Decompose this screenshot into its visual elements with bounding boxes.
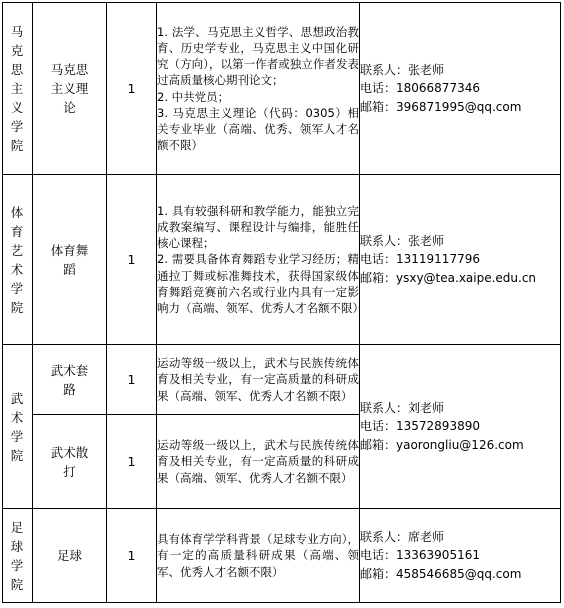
contact-person: 联系人：张老师	[360, 62, 445, 77]
requirements-cell: 1. 具有较强科研和教学能力，能独立完成教案编写、课程设计与编排，能胜任核心课程； 2. 需要具备体育舞蹈专业学习经历；精通拉丁舞或标准舞技术，获得国家级体育舞蹈竞赛前六名或行业内具有一定影响力（高端、领军、优秀人才名额不限）	[157, 175, 360, 345]
contact-cell	[360, 3, 561, 175]
college-cell: 体 育 艺 术 学 院	[3, 175, 33, 345]
college-cell: 武 术 学 院	[3, 345, 33, 509]
table-row	[3, 509, 561, 603]
contact-email: 邮箱：ysxy@tea.xaipe.edu.cn	[360, 270, 537, 285]
contact-person: 联系人：刘老师	[360, 400, 445, 415]
contact-phone: 电话：13572893890	[360, 419, 480, 434]
requirements-cell: 运动等级一级以上，武术与民族传统体育及相关专业，有一定高质量的科研成果（高端、领军、优秀人才名额不限）	[157, 415, 360, 509]
major-cell: 马克思 主义理 论	[33, 3, 107, 175]
contact-person: 联系人：席老师	[360, 529, 445, 544]
table-row	[3, 175, 561, 345]
headcount-cell: 1	[107, 3, 157, 175]
table-row	[3, 345, 561, 415]
requirements-cell: 运动等级一级以上，武术与民族传统体育及相关专业，有一定高质量的科研成果（高端、领军、优秀人才名额不限）	[157, 345, 360, 415]
contact-phone: 电话：13119117796	[360, 252, 480, 267]
requirements-cell: 具有体育学学科背景（足球专业方向），有一定的高质量科研成果（高端、领军、优秀人才名额不限）	[157, 509, 360, 603]
major-cell: 武术散 打	[33, 415, 107, 509]
requirements-cell: 1. 法学、马克思主义哲学、思想政治教育、历史学专业，马克思主义中国化研究（方向），以第一作者或独立作者发表过高质量核心期刊论文； 2. 中共党员； 3. 马克思主义理论（代码：0305）相关专业毕业（高端、优秀、领军人才名额不限）	[157, 3, 360, 175]
major-cell: 武术套 路	[33, 345, 107, 415]
major-cell: 体育舞 蹈	[33, 175, 107, 345]
college-cell: 马 克 思 主 义 学 院	[3, 3, 33, 175]
contact-phone: 电话：18066877346	[360, 81, 480, 96]
headcount-cell: 1	[107, 345, 157, 415]
college-cell: 足 球 学 院	[3, 509, 33, 603]
contact-cell	[360, 509, 561, 603]
contact-cell	[360, 175, 561, 345]
contact-person: 联系人：张老师	[360, 233, 445, 248]
recruitment-table	[2, 2, 561, 603]
contact-email: 邮箱：396871995@qq.com	[360, 99, 522, 114]
contact-email: 邮箱：458546685@qq.com	[360, 566, 522, 581]
major-cell: 足球	[33, 509, 107, 603]
headcount-cell: 1	[107, 509, 157, 603]
contact-phone: 电话：13363905161	[360, 548, 480, 563]
contact-email: 邮箱：yaorongliu@126.com	[360, 437, 524, 452]
table-row	[3, 3, 561, 175]
headcount-cell: 1	[107, 415, 157, 509]
headcount-cell: 1	[107, 175, 157, 345]
contact-cell	[360, 345, 561, 509]
